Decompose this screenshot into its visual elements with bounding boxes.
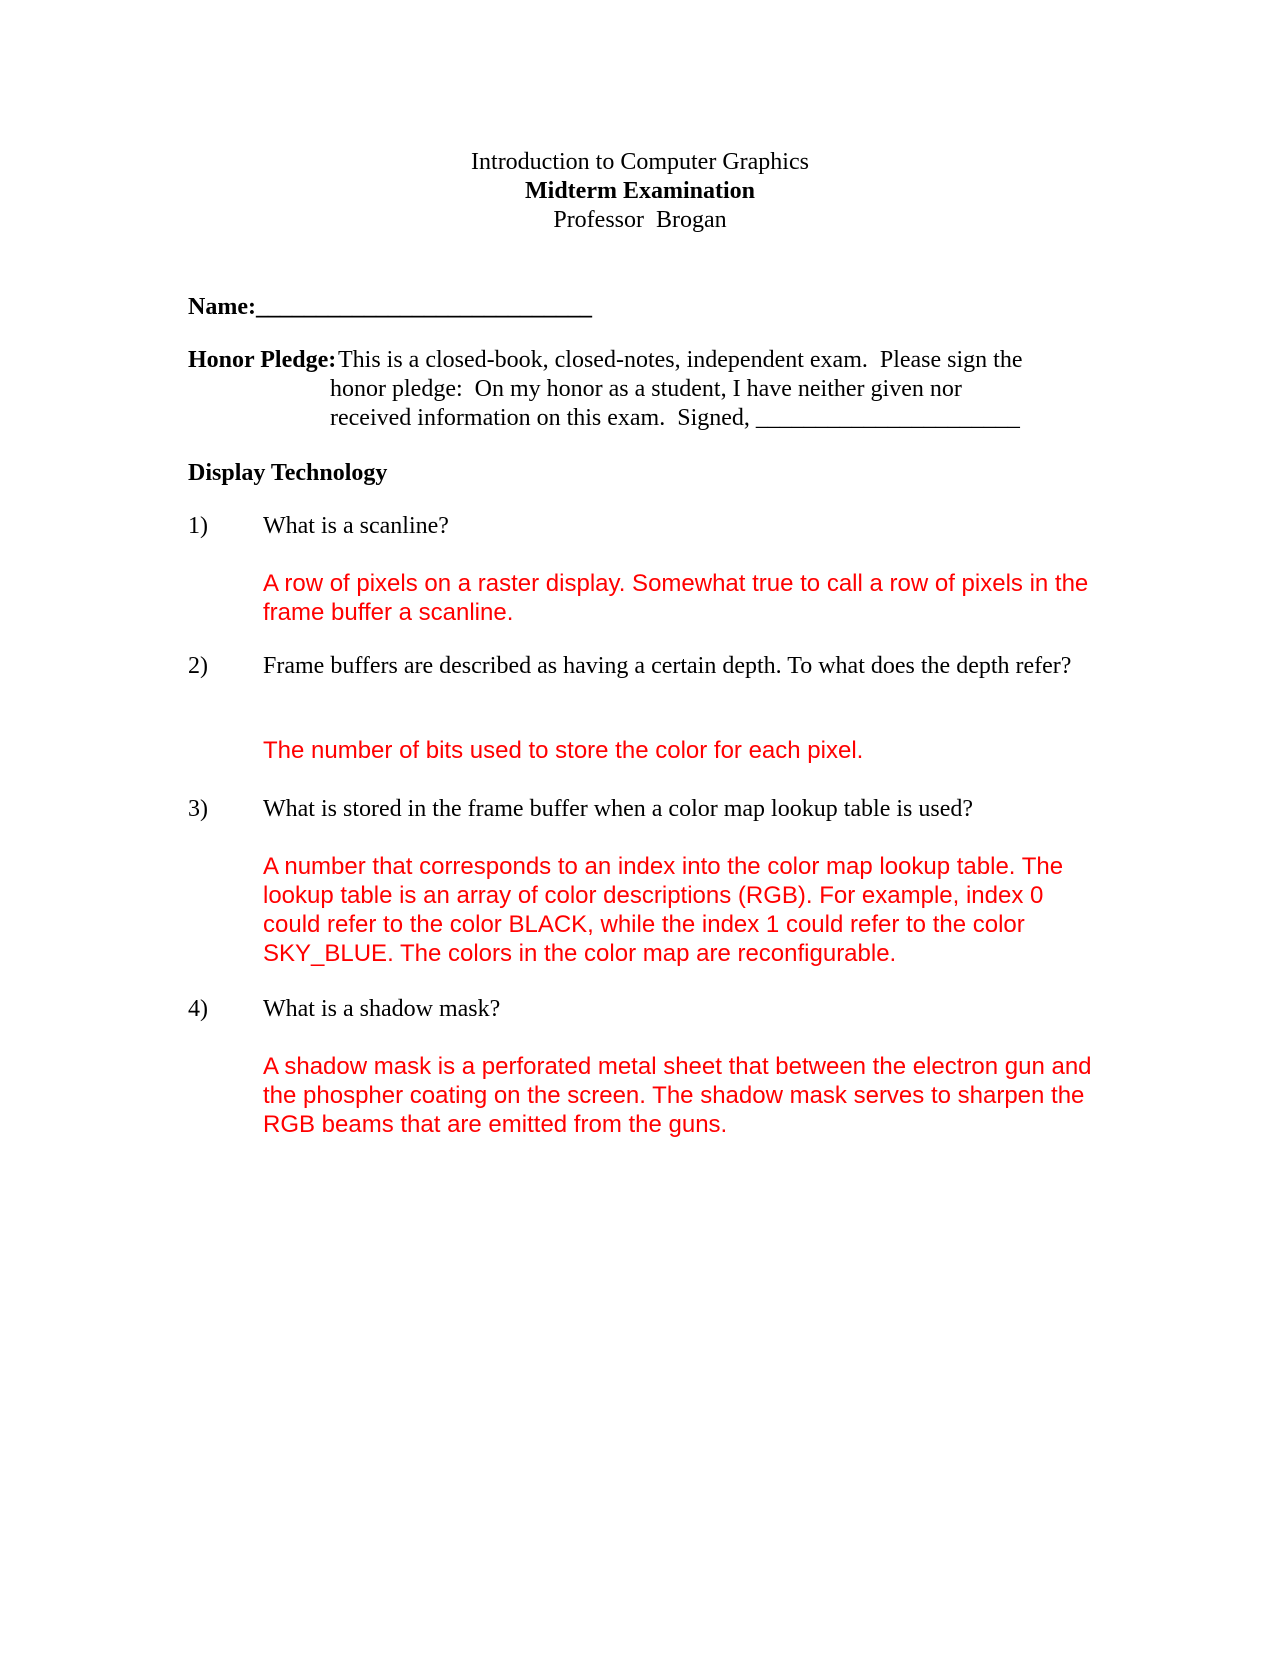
exam-header <box>0 148 1280 235</box>
honor-pledge-line-1: This is a closed-book, closed-notes, independent exam. Please sign the <box>338 347 1023 373</box>
course-title: Introduction to Computer Graphics <box>471 149 809 175</box>
answer-2: The number of bits used to store the color for each pixel. <box>263 737 864 764</box>
exam-title: Midterm Examination <box>525 178 755 204</box>
honor-pledge-line-3: received information on this exam. Signed, ______________________ <box>330 405 1020 431</box>
answer-1: A row of pixels on a raster display. Somewhat true to call a row of pixels in the frame buffer a scanline. <box>263 570 1089 626</box>
question-text: What is a shadow mask? <box>263 996 501 1022</box>
question-number: 4) <box>188 996 208 1022</box>
question-text: Frame buffers are described as having a certain depth. To what does the depth refer? <box>263 653 1072 679</box>
name-field: Name:____________________________ <box>188 294 592 320</box>
section-title: Display Technology <box>188 460 388 486</box>
question-number: 3) <box>188 796 208 822</box>
question-number: 2) <box>188 653 208 679</box>
question-text: What is a scanline? <box>263 513 449 539</box>
answer-4: A shadow mask is a perforated metal sheet that between the electron gun and the phospher coating on the screen. The shadow mask serves to sharpen the RGB beams that are emitted from the guns. <box>263 1053 1092 1138</box>
honor-pledge-text <box>330 346 1078 433</box>
answer-3: A number that corresponds to an index into the color map lookup table. The lookup table is an array of color descriptions (RGB). For example, index 0 could refer to the color BLACK, while the index 1 could refer to the color SKY_BLUE. The colors in the color map are reconfigurable. <box>263 853 1064 967</box>
question-text: What is stored in the frame buffer when a color map lookup table is used? <box>263 796 974 822</box>
question-number: 1) <box>188 513 208 539</box>
professor-name: Professor Brogan <box>553 207 727 233</box>
honor-pledge-label: Honor Pledge: <box>188 347 337 373</box>
honor-pledge-line-2: honor pledge: On my honor as a student, I have neither given nor <box>330 376 962 402</box>
